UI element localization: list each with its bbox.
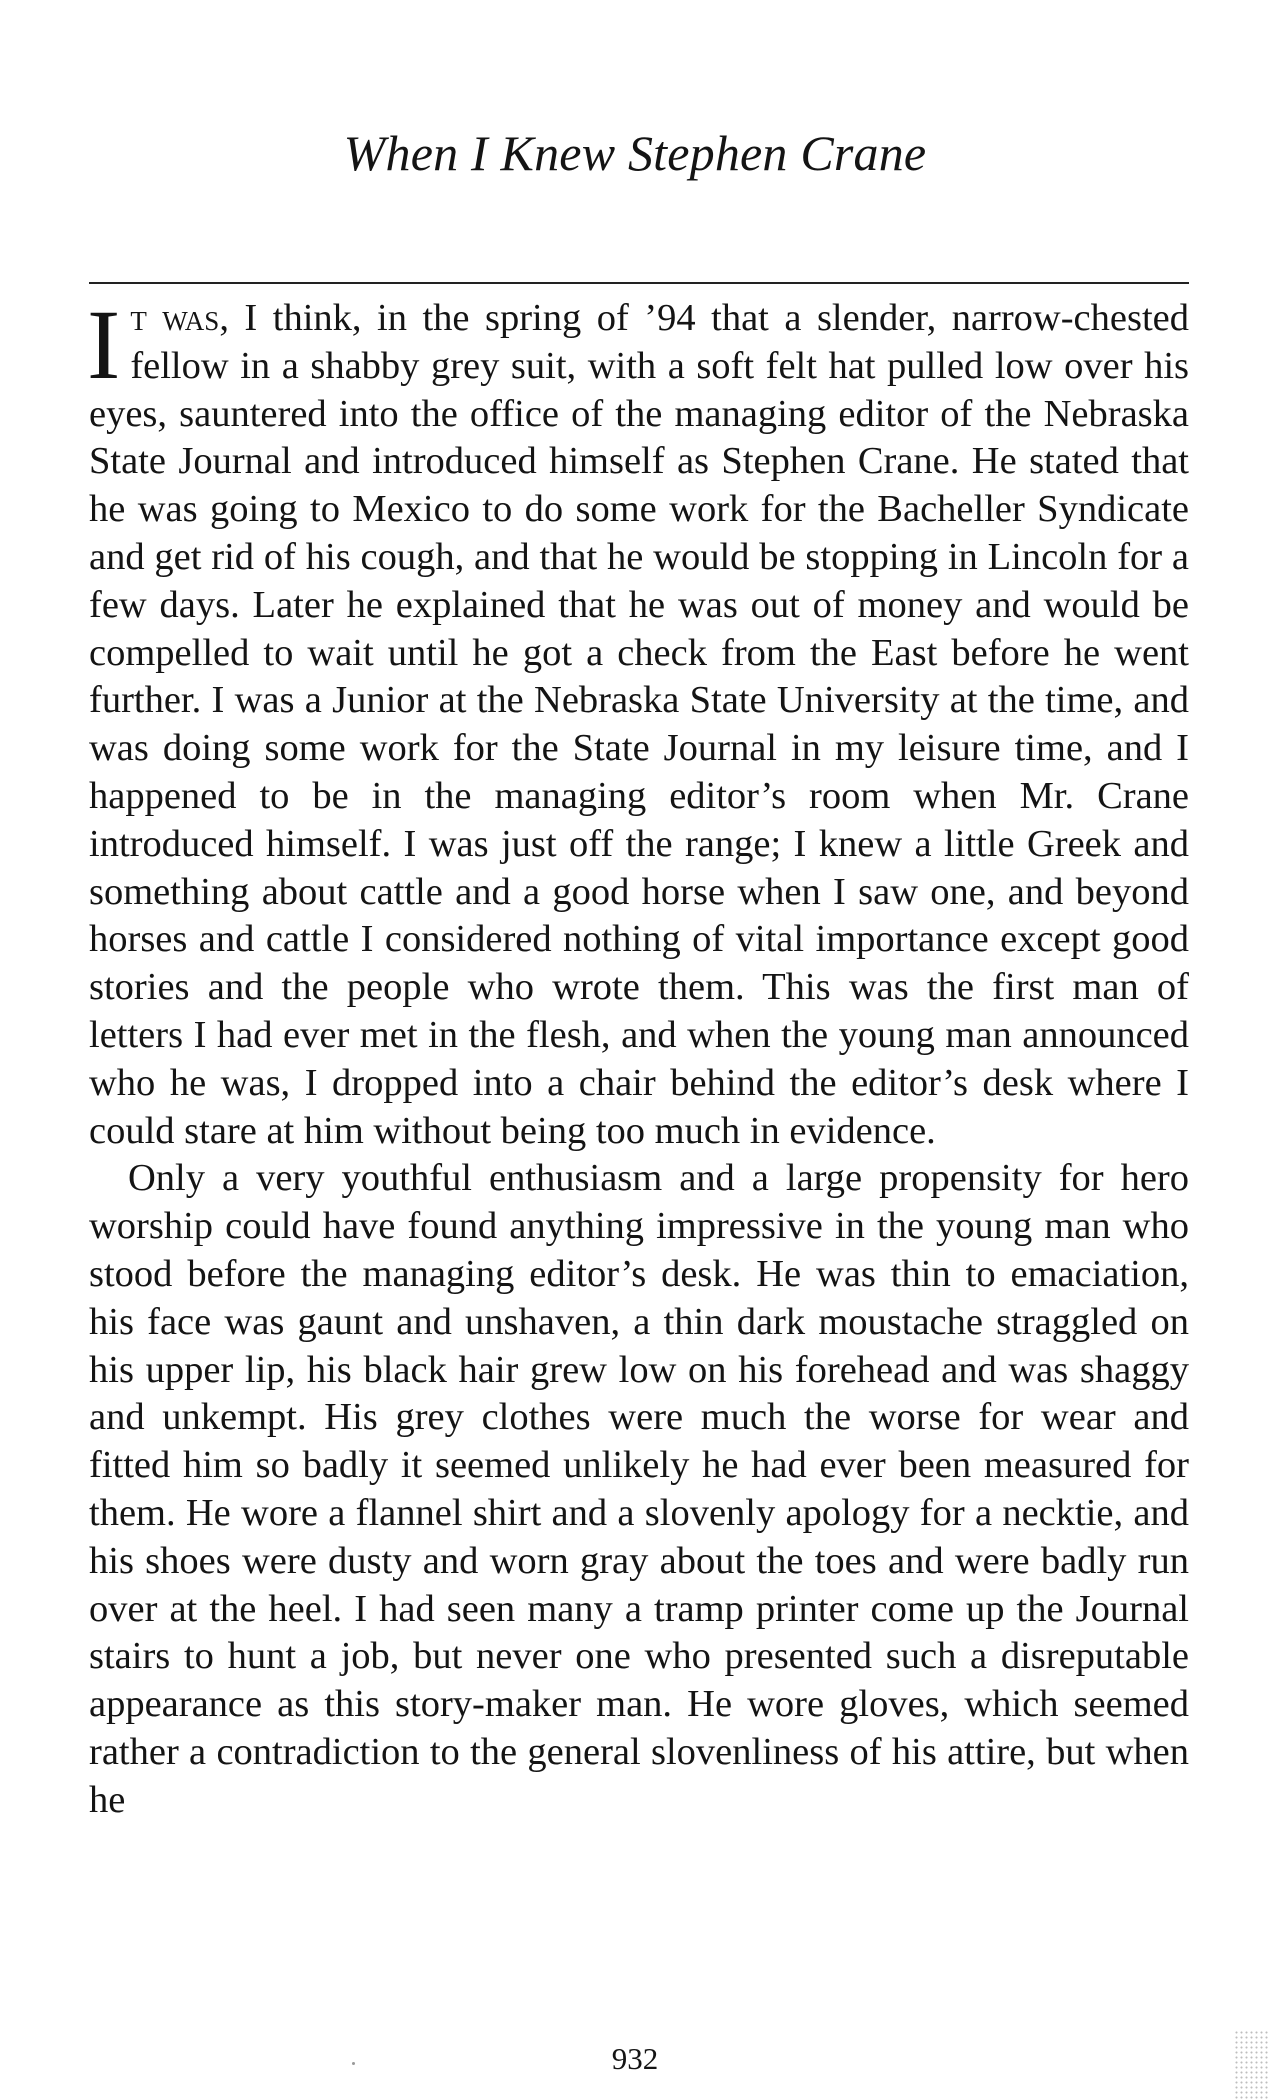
paragraph-2-text: Only a very youthful enthusiasm and a large propensity for hero worship could have found anything impressive in the young man who stood before the managing editor’s desk. He was thin to emaciation, his face was gaunt and unshaven, a thin dark moustache straggled on his upper lip, his black hair grew low on his forehead and was shaggy and unkempt. His grey clothes were much the worse for wear and fitted him so badly it seemed unlikely he had ever been measured for them. He wore a flannel shirt and a slovenly apology for a necktie, and his shoes were dusty and worn gray about the toes and were badly run over at the heel. I had seen many a tramp printer come up the Journal stairs to hunt a job, but never one who presented such a disreputable appearance as this story-maker man. He wore gloves, which seemed rather a contradiction to the general slovenliness of his attire, but when he bbox=[89, 1157, 1189, 1821]
paragraph-1-text: , I think, in the spring of ’94 that a slender, narrow-chested fellow in a shabby grey suit, with a soft felt hat pulled low over his eyes, sauntered into the office of the managing editor of the Nebraska State Journal and introduced himself as Stephen Crane. He stated that he was going to Mexico to do some work for the Bacheller Syndicate and get rid of his cough, and that he would be stopping in Lincoln for a few days. Later he explained that he was out of money and would be compelled to wait until he got a check from the East before he went further. I was a Junior at the Nebraska State University at the time, and was doing some work for the State Journal in my leisure time, and I happened to be in the managing editor’s room when Mr. Crane introduced himself. I was just off the range; I knew a little Greek and something about cattle and a good horse when I saw one, and beyond horses and cattle I considered nothing of vital importance except good stories and the people who wrote them. This was the first man of letters I had ever met in the flesh, and when the young man announced who he was, I dropped into a chair behind the editor’s desk where I could stare at him without being too much in evidence. bbox=[89, 297, 1189, 1152]
paragraph-1 bbox=[87, 289, 1189, 1155]
body-text bbox=[87, 289, 1189, 1825]
small-caps-lead: t was bbox=[130, 297, 220, 339]
title-rule bbox=[89, 282, 1189, 284]
chapter-title: When I Knew Stephen Crane bbox=[343, 125, 927, 181]
drop-cap: I bbox=[87, 289, 121, 400]
page-number: 932 bbox=[611, 2041, 659, 2076]
scan-noise bbox=[1234, 2030, 1270, 2100]
paragraph-2 bbox=[89, 1155, 1189, 1824]
